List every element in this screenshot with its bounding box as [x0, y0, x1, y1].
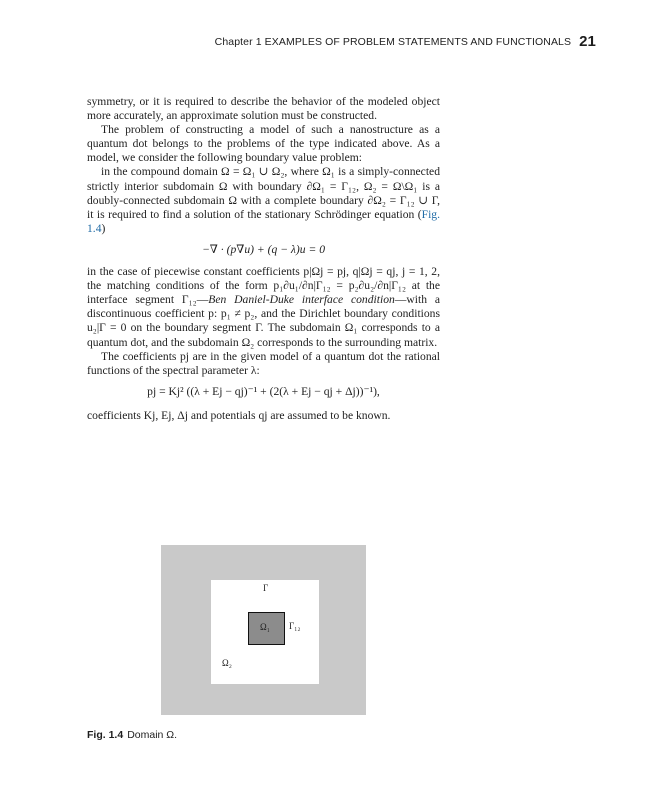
- paragraph-1: symmetry, or it is required to describe the behavior of the modeled object more accurately, an approximate solution must be constructed.: [87, 95, 440, 123]
- label-gamma: Γ: [263, 583, 269, 593]
- paragraph-2: The problem of constructing a model of such a nanostructure as a quantum dot belongs to the problems of the type indicated above. As a model, we consider the following boundary value problem:: [87, 123, 440, 165]
- paragraph-6: coefficients Kj, Ej, Δj and potentials qj are assumed to be known.: [87, 408, 391, 422]
- body-text: [87, 95, 440, 423]
- paragraph-4: [87, 265, 440, 350]
- label-gamma12: Γ₁₂: [289, 621, 301, 631]
- paragraph-3-text: in the compound domain Ω = Ω₁ ∪ Ω₂, where Ω₁ is a simply-connected strictly interior subdomain Ω with boundary ∂Ω₁ = Γ₁₂, Ω₂ = Ω\Ω₁ is a doubly-connected subdomain Ω with a complete boundary ∂Ω₂ = Γ₁₂ ∪ Γ, it is required to find a solution of the stationary Schrödinger equation (: [87, 165, 440, 221]
- interface-condition-term: Ben Daniel-Duke interface condition: [208, 293, 395, 307]
- running-header: [80, 33, 596, 50]
- paragraph-3-end: ): [101, 221, 106, 235]
- caption-text: Domain Ω.: [127, 729, 178, 741]
- paragraph-5: The coefficients pj are in the given model of a quantum dot the rational functions of the spectral parameter λ:: [87, 349, 440, 377]
- chapter-title: Chapter 1 EXAMPLES OF PROBLEM STATEMENTS AND FUNCTIONALS: [214, 36, 572, 48]
- figure-reference-link[interactable]: Fig. 1.4: [87, 207, 440, 235]
- domain-omega2-region: [211, 580, 319, 684]
- domain-omega1-region: [248, 612, 285, 645]
- paragraph-3: [87, 165, 440, 235]
- figure-caption: [87, 729, 177, 741]
- caption-number: Fig. 1.4: [87, 729, 124, 741]
- equation-schrodinger: −∇ · (p∇u) + (q − λ)u = 0: [201, 242, 326, 256]
- page-number: 21: [579, 33, 596, 50]
- paragraph-4-text-a: in the case of piecewise constant coefficients p|Ωj = pj, q|Ωj = qj, j = 1, 2, the matching conditions of the form p₁∂u₁/∂n|Γ₁₂ = p₂∂u₂/∂n|Γ₁₂ at the interface segment Γ₁₂—: [87, 265, 440, 307]
- label-omega1: Ω₁: [260, 622, 270, 632]
- equation-coefficients: pj = Kj² ((λ + Ej − qj)⁻¹ + (2(λ + Ej − qj + Δj))⁻¹),: [147, 384, 380, 398]
- figure-domain-omega: [161, 545, 366, 715]
- paragraph-4-text-b: —with a discontinuous coefficient p: p₁ ≠ p₂, and the Dirichlet boundary conditions u₂|Γ = 0 on the boundary segment Γ. The subdomain Ω₁ corresponds to a quantum dot, and the subdomain Ω₂ corresponds to the surrounding matrix.: [87, 293, 441, 349]
- label-omega2: Ω₂: [222, 658, 232, 668]
